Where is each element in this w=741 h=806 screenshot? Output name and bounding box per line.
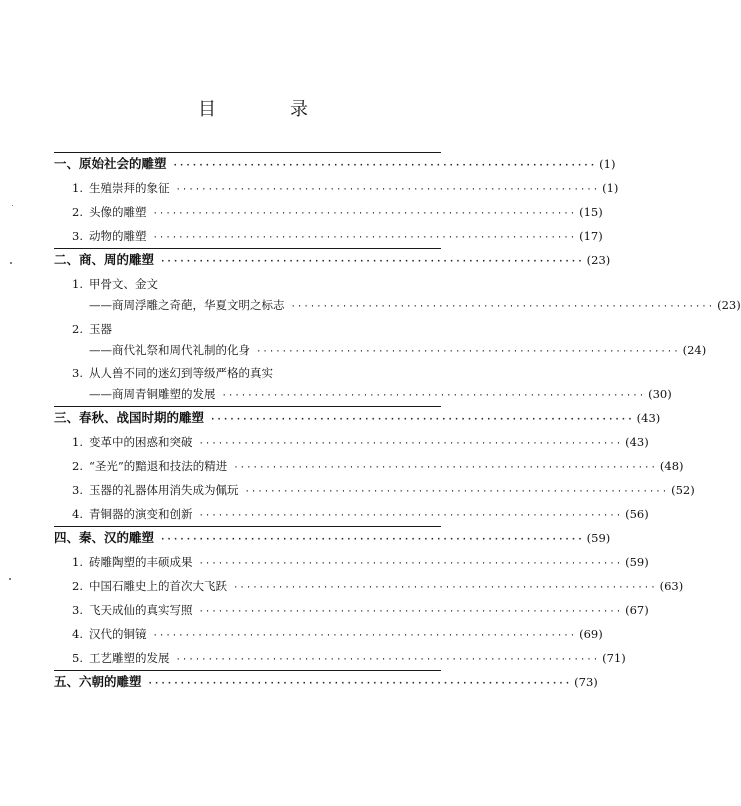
toc-entry-title: 玉器的礼器体用消失成为佩玩 <box>89 483 239 497</box>
toc-entry-number: 2. <box>72 205 83 219</box>
toc-entry-subtitle[interactable] <box>89 294 741 316</box>
toc-entry-title: 头像的雕塑 <box>89 205 147 219</box>
toc-page-number: (43) <box>625 435 649 449</box>
toc-page-number: (71) <box>602 651 626 665</box>
scan-speck <box>12 205 13 206</box>
toc-page-number: (56) <box>625 507 649 521</box>
toc-entry-title: 汉代的铜镜 <box>89 627 147 641</box>
toc-entry-number: 3. <box>72 229 83 243</box>
toc-page-number: (23) <box>586 253 611 267</box>
dot-leader: ·································································· <box>198 607 623 617</box>
table-of-contents <box>0 150 741 689</box>
toc-entry-number: 1. <box>72 181 83 195</box>
toc-chapter-title: 五、六朝的雕塑 <box>54 674 142 689</box>
toc-page-number: (63) <box>659 579 684 593</box>
toc-entry-subtitle[interactable] <box>89 339 707 361</box>
toc-entry-title: ——商周浮雕之奇葩，华夏文明之标志 <box>89 298 285 312</box>
toc-page-number: (30) <box>648 387 672 401</box>
toc-entry[interactable] <box>72 318 441 340</box>
toc-entry[interactable] <box>72 551 649 573</box>
toc-entry[interactable] <box>72 362 441 384</box>
toc-page-number: (59) <box>586 531 611 545</box>
toc-entry-number: 1. <box>72 277 83 291</box>
toc-entry-title: 甲骨文、金文 <box>89 277 158 291</box>
toc-page-number: (67) <box>625 603 649 617</box>
toc-entry[interactable] <box>72 431 649 453</box>
toc-page-number: (1) <box>599 157 616 171</box>
toc-entry-number: 3. <box>72 603 83 617</box>
dot-leader: ·································································· <box>175 655 600 665</box>
toc-chapter-title: 三、春秋、战国时期的雕塑 <box>54 410 205 425</box>
dot-leader: ·································································· <box>147 679 572 689</box>
toc-entry-title: ——商周青铜雕塑的发展 <box>89 387 216 401</box>
toc-chapter-title: 二、商、周的雕塑 <box>54 252 155 267</box>
toc-entry-number: 1. <box>72 435 83 449</box>
toc-entry-title: 飞天成仙的真实写照 <box>89 603 193 617</box>
toc-entry-title: ——商代礼祭和周代礼制的化身 <box>89 343 250 357</box>
scan-speck <box>9 578 11 580</box>
dot-leader: ·································································· <box>233 463 657 473</box>
toc-entry-number: 3. <box>72 483 83 497</box>
dot-leader: ·································································· <box>221 391 646 401</box>
dot-leader: ·································································· <box>290 302 715 312</box>
scan-speck <box>10 262 12 264</box>
page-title: 目 录 <box>198 99 336 120</box>
toc-page-number: (17) <box>579 229 603 243</box>
toc-entry[interactable] <box>72 273 441 295</box>
toc-entry-number: 4. <box>72 627 83 641</box>
toc-chapter-2[interactable] <box>54 249 611 271</box>
toc-entry-title: 中国石雕史上的首次大飞跃 <box>89 579 227 593</box>
toc-entry[interactable] <box>72 575 684 597</box>
toc-entry[interactable] <box>72 599 649 621</box>
toc-entry-title: 生殖崇拜的象征 <box>89 181 170 195</box>
dot-leader: ·································································· <box>175 185 600 195</box>
toc-entry-number: 2. <box>72 322 83 336</box>
toc-entry-title: 变革中的困惑和突破 <box>89 435 193 449</box>
toc-entry[interactable] <box>72 225 603 247</box>
toc-page-number: (15) <box>579 205 603 219</box>
toc-page-number: (1) <box>602 181 619 195</box>
dot-leader: ·································································· <box>152 631 577 641</box>
toc-chapter-3[interactable] <box>54 407 661 429</box>
toc-entry[interactable] <box>72 479 695 501</box>
toc-entry-number: 2. <box>72 459 83 473</box>
toc-page-number: (69) <box>579 627 603 641</box>
toc-entry-number: 5. <box>72 651 83 665</box>
dot-leader: ·································································· <box>152 209 577 219</box>
toc-entry[interactable] <box>72 201 603 223</box>
toc-page-number: (52) <box>671 483 695 497</box>
toc-page-number: (59) <box>625 555 649 569</box>
toc-entry[interactable] <box>72 455 684 477</box>
dot-leader: ·································································· <box>210 415 634 425</box>
toc-entry-number: 4. <box>72 507 83 521</box>
toc-entry-subtitle[interactable] <box>89 383 672 405</box>
dot-leader: ·································································· <box>198 559 623 569</box>
toc-chapter-5[interactable] <box>54 671 598 693</box>
dot-leader: ·································································· <box>256 347 680 357</box>
toc-entry-title: 砖雕陶塑的丰硕成果 <box>89 555 193 569</box>
toc-entry-title: 动物的雕塑 <box>89 229 147 243</box>
dot-leader: ·································································· <box>172 161 597 171</box>
toc-entry-number: 2. <box>72 579 83 593</box>
toc-entry-title: 工艺雕塑的发展 <box>89 651 170 665</box>
dot-leader: ·································································· <box>152 233 577 243</box>
toc-entry-number: 3. <box>72 366 83 380</box>
dot-leader: ·································································· <box>198 439 623 449</box>
toc-entry-title: 从人兽不同的迷幻到等级严格的真实 <box>89 366 273 380</box>
dot-leader: ·································································· <box>233 583 657 593</box>
toc-chapter-title: 一、原始社会的雕塑 <box>54 156 167 171</box>
toc-chapter-1[interactable] <box>54 153 616 175</box>
toc-page-number: (24) <box>682 343 707 357</box>
toc-entry-title: “圣光”的黯退和技法的精进 <box>89 459 228 473</box>
toc-page-number: (73) <box>574 675 598 689</box>
toc-chapter-4[interactable] <box>54 527 611 549</box>
toc-page-number: (48) <box>659 459 684 473</box>
toc-page-number: (43) <box>636 411 661 425</box>
dot-leader: ·································································· <box>244 487 669 497</box>
toc-chapter-title: 四、秦、汉的雕塑 <box>54 530 155 545</box>
dot-leader: ·································································· <box>160 257 584 267</box>
dot-leader: ·································································· <box>198 511 623 521</box>
dot-leader: ·································································· <box>160 535 584 545</box>
toc-entry[interactable] <box>72 177 619 199</box>
toc-page-number: (23) <box>717 298 741 312</box>
toc-entry-title: 青铜器的演变和创新 <box>89 507 193 521</box>
toc-entry[interactable] <box>72 647 626 669</box>
toc-entry[interactable] <box>72 623 603 645</box>
toc-entry[interactable] <box>72 503 649 525</box>
toc-entry-number: 1. <box>72 555 83 569</box>
toc-entry-title: 玉器 <box>89 322 112 336</box>
